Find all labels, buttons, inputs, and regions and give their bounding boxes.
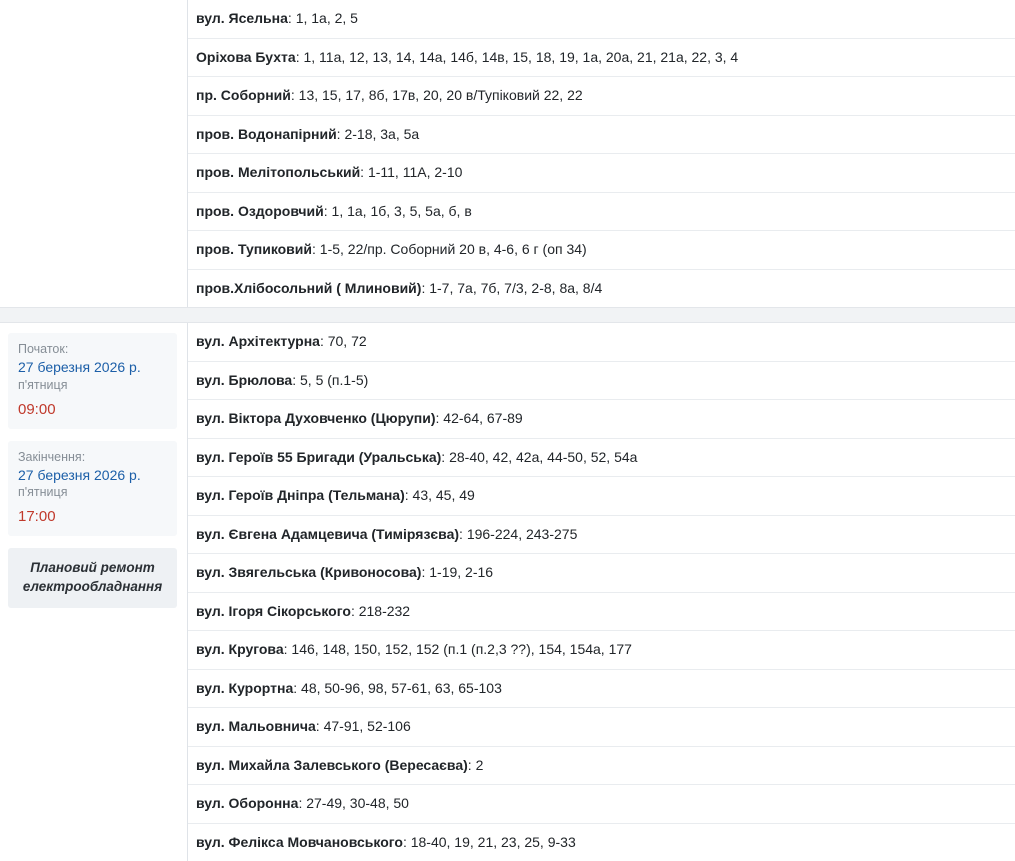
block-separator (0, 307, 1015, 323)
street-name: вул. Мальовнича (196, 718, 316, 734)
street-name: пров.Хлібосольний ( Млиновий) (196, 280, 421, 296)
end-label: Закінчення: (18, 450, 167, 464)
street-numbers: 146, 148, 150, 152, 152 (п.1 (п.2,3 ??), 154, 154а, 177 (291, 641, 632, 657)
start-card (8, 333, 177, 429)
list-item: пров. Мелітопольський: 1-11, 11А, 2-10 (188, 154, 1015, 193)
street-numbers: 196-224, 243-275 (467, 526, 578, 542)
street-numbers: 13, 15, 17, 8б, 17в, 20, 20 в/Тупіковий 22, 22 (299, 87, 583, 103)
street-name: вул. Ігоря Сікорського (196, 603, 351, 619)
street-name: вул. Кругова (196, 641, 284, 657)
end-time: 17:00 (18, 508, 167, 525)
street-numbers: 1, 1а, 1б, 3, 5, 5а, б, в (332, 203, 472, 219)
street-numbers: 1, 1а, 2, 5 (296, 10, 358, 26)
street-numbers: 5, 5 (п.1-5) (300, 372, 368, 388)
street-numbers: 1, 11а, 12, 13, 14, 14а, 14б, 14в, 15, 18, 19, 1а, 20а, 21, 21а, 22, 3, 4 (303, 49, 738, 65)
street-numbers: 43, 45, 49 (413, 487, 475, 503)
street-numbers: 2 (476, 757, 484, 773)
list-item: вул. Мальовнича: 47-91, 52-106 (188, 708, 1015, 747)
street-numbers: 27-49, 30-48, 50 (306, 795, 409, 811)
outage-meta-column (0, 0, 188, 307)
street-name: пров. Мелітопольський (196, 164, 360, 180)
street-numbers: 28-40, 42, 42а, 44-50, 52, 54а (449, 449, 637, 465)
list-item: вул. Михайла Залевського (Вересаєва): 2 (188, 747, 1015, 786)
list-item: вул. Брюлова: 5, 5 (п.1-5) (188, 362, 1015, 401)
street-numbers: 2-18, 3а, 5а (344, 126, 419, 142)
list-item: вул. Фелікса Мовчановського: 18-40, 19, 21, 23, 25, 9-33 (188, 824, 1015, 861)
list-item: вул. Віктора Духовченко (Цюрупи): 42-64, 67-89 (188, 400, 1015, 439)
outage-reason: Плановий ремонт електрообладнання (8, 548, 177, 608)
street-numbers: 48, 50-96, 98, 57-61, 63, 65-103 (301, 680, 502, 696)
street-name: вул. Євгена Адамцевича (Тимірязєва) (196, 526, 459, 542)
list-item: вул. Архітектурна: 70, 72 (188, 323, 1015, 362)
list-item: вул. Курортна: 48, 50-96, 98, 57-61, 63, 65-103 (188, 670, 1015, 709)
street-numbers: 18-40, 19, 21, 23, 25, 9-33 (411, 834, 576, 850)
list-item: вул. Героїв Дніпра (Тельмана): 43, 45, 49 (188, 477, 1015, 516)
street-name: вул. Віктора Духовченко (Цюрупи) (196, 410, 436, 426)
street-numbers: 42-64, 67-89 (443, 410, 522, 426)
list-item: вул. Героїв 55 Бригади (Уральська): 28-40, 42, 42а, 44-50, 52, 54а (188, 439, 1015, 478)
end-weekday: п'ятниця (18, 485, 167, 499)
street-numbers: 47-91, 52-106 (324, 718, 411, 734)
outage-meta-column (0, 323, 188, 861)
list-item: Оріхова Бухта: 1, 11а, 12, 13, 14, 14а, 14б, 14в, 15, 18, 19, 1а, 20а, 21, 21а, 22, 3, 4 (188, 39, 1015, 78)
list-item: вул. Звягельська (Кривоносова): 1-19, 2-16 (188, 554, 1015, 593)
street-name: вул. Звягельська (Кривоносова) (196, 564, 421, 580)
end-date: 27 березня 2026 р. (18, 467, 167, 485)
street-name: вул. Архітектурна (196, 333, 320, 349)
street-list (188, 0, 1015, 307)
street-name: вул. Фелікса Мовчановського (196, 834, 403, 850)
street-name: вул. Героїв 55 Бригади (Уральська) (196, 449, 441, 465)
list-item: пров. Водонапірний: 2-18, 3а, 5а (188, 116, 1015, 155)
street-numbers: 1-7, 7а, 7б, 7/3, 2-8, 8а, 8/4 (429, 280, 602, 296)
street-name: вул. Курортна (196, 680, 293, 696)
list-item: вул. Кругова: 146, 148, 150, 152, 152 (п.1 (п.2,3 ??), 154, 154а, 177 (188, 631, 1015, 670)
start-label: Початок: (18, 342, 167, 356)
street-numbers: 1-19, 2-16 (429, 564, 493, 580)
list-item: пров.Хлібосольний ( Млиновий): 1-7, 7а, 7б, 7/3, 2-8, 8а, 8/4 (188, 270, 1015, 308)
street-numbers: 218-232 (359, 603, 410, 619)
street-name: пров. Оздоровчий (196, 203, 324, 219)
street-name: пр. Соборний (196, 87, 291, 103)
street-name: вул. Михайла Залевського (Вересаєва) (196, 757, 468, 773)
street-name: пров. Тупиковий (196, 241, 312, 257)
street-name: вул. Ясельна (196, 10, 288, 26)
outage-block (0, 0, 1015, 307)
street-name: Оріхова Бухта (196, 49, 296, 65)
start-weekday: п'ятниця (18, 378, 167, 392)
street-list (188, 323, 1015, 861)
list-item: вул. Ігоря Сікорського: 218-232 (188, 593, 1015, 632)
list-item: пров. Оздоровчий: 1, 1а, 1б, 3, 5, 5а, б, в (188, 193, 1015, 232)
street-numbers: 70, 72 (328, 333, 367, 349)
outage-block (0, 323, 1015, 861)
end-card (8, 441, 177, 537)
street-name: вул. Брюлова (196, 372, 292, 388)
start-time: 09:00 (18, 401, 167, 418)
street-numbers: 1-5, 22/пр. Соборний 20 в, 4-6, 6 г (оп 34) (320, 241, 587, 257)
street-name: вул. Оборонна (196, 795, 298, 811)
street-name: вул. Героїв Дніпра (Тельмана) (196, 487, 405, 503)
list-item: пров. Тупиковий: 1-5, 22/пр. Соборний 20 в, 4-6, 6 г (оп 34) (188, 231, 1015, 270)
list-item: вул. Євгена Адамцевича (Тимірязєва): 196-224, 243-275 (188, 516, 1015, 555)
list-item: вул. Ясельна: 1, 1а, 2, 5 (188, 0, 1015, 39)
street-numbers: 1-11, 11А, 2-10 (368, 164, 462, 180)
start-date: 27 березня 2026 р. (18, 359, 167, 377)
street-name: пров. Водонапірний (196, 126, 337, 142)
list-item: пр. Соборний: 13, 15, 17, 8б, 17в, 20, 20 в/Тупіковий 22, 22 (188, 77, 1015, 116)
list-item: вул. Оборонна: 27-49, 30-48, 50 (188, 785, 1015, 824)
